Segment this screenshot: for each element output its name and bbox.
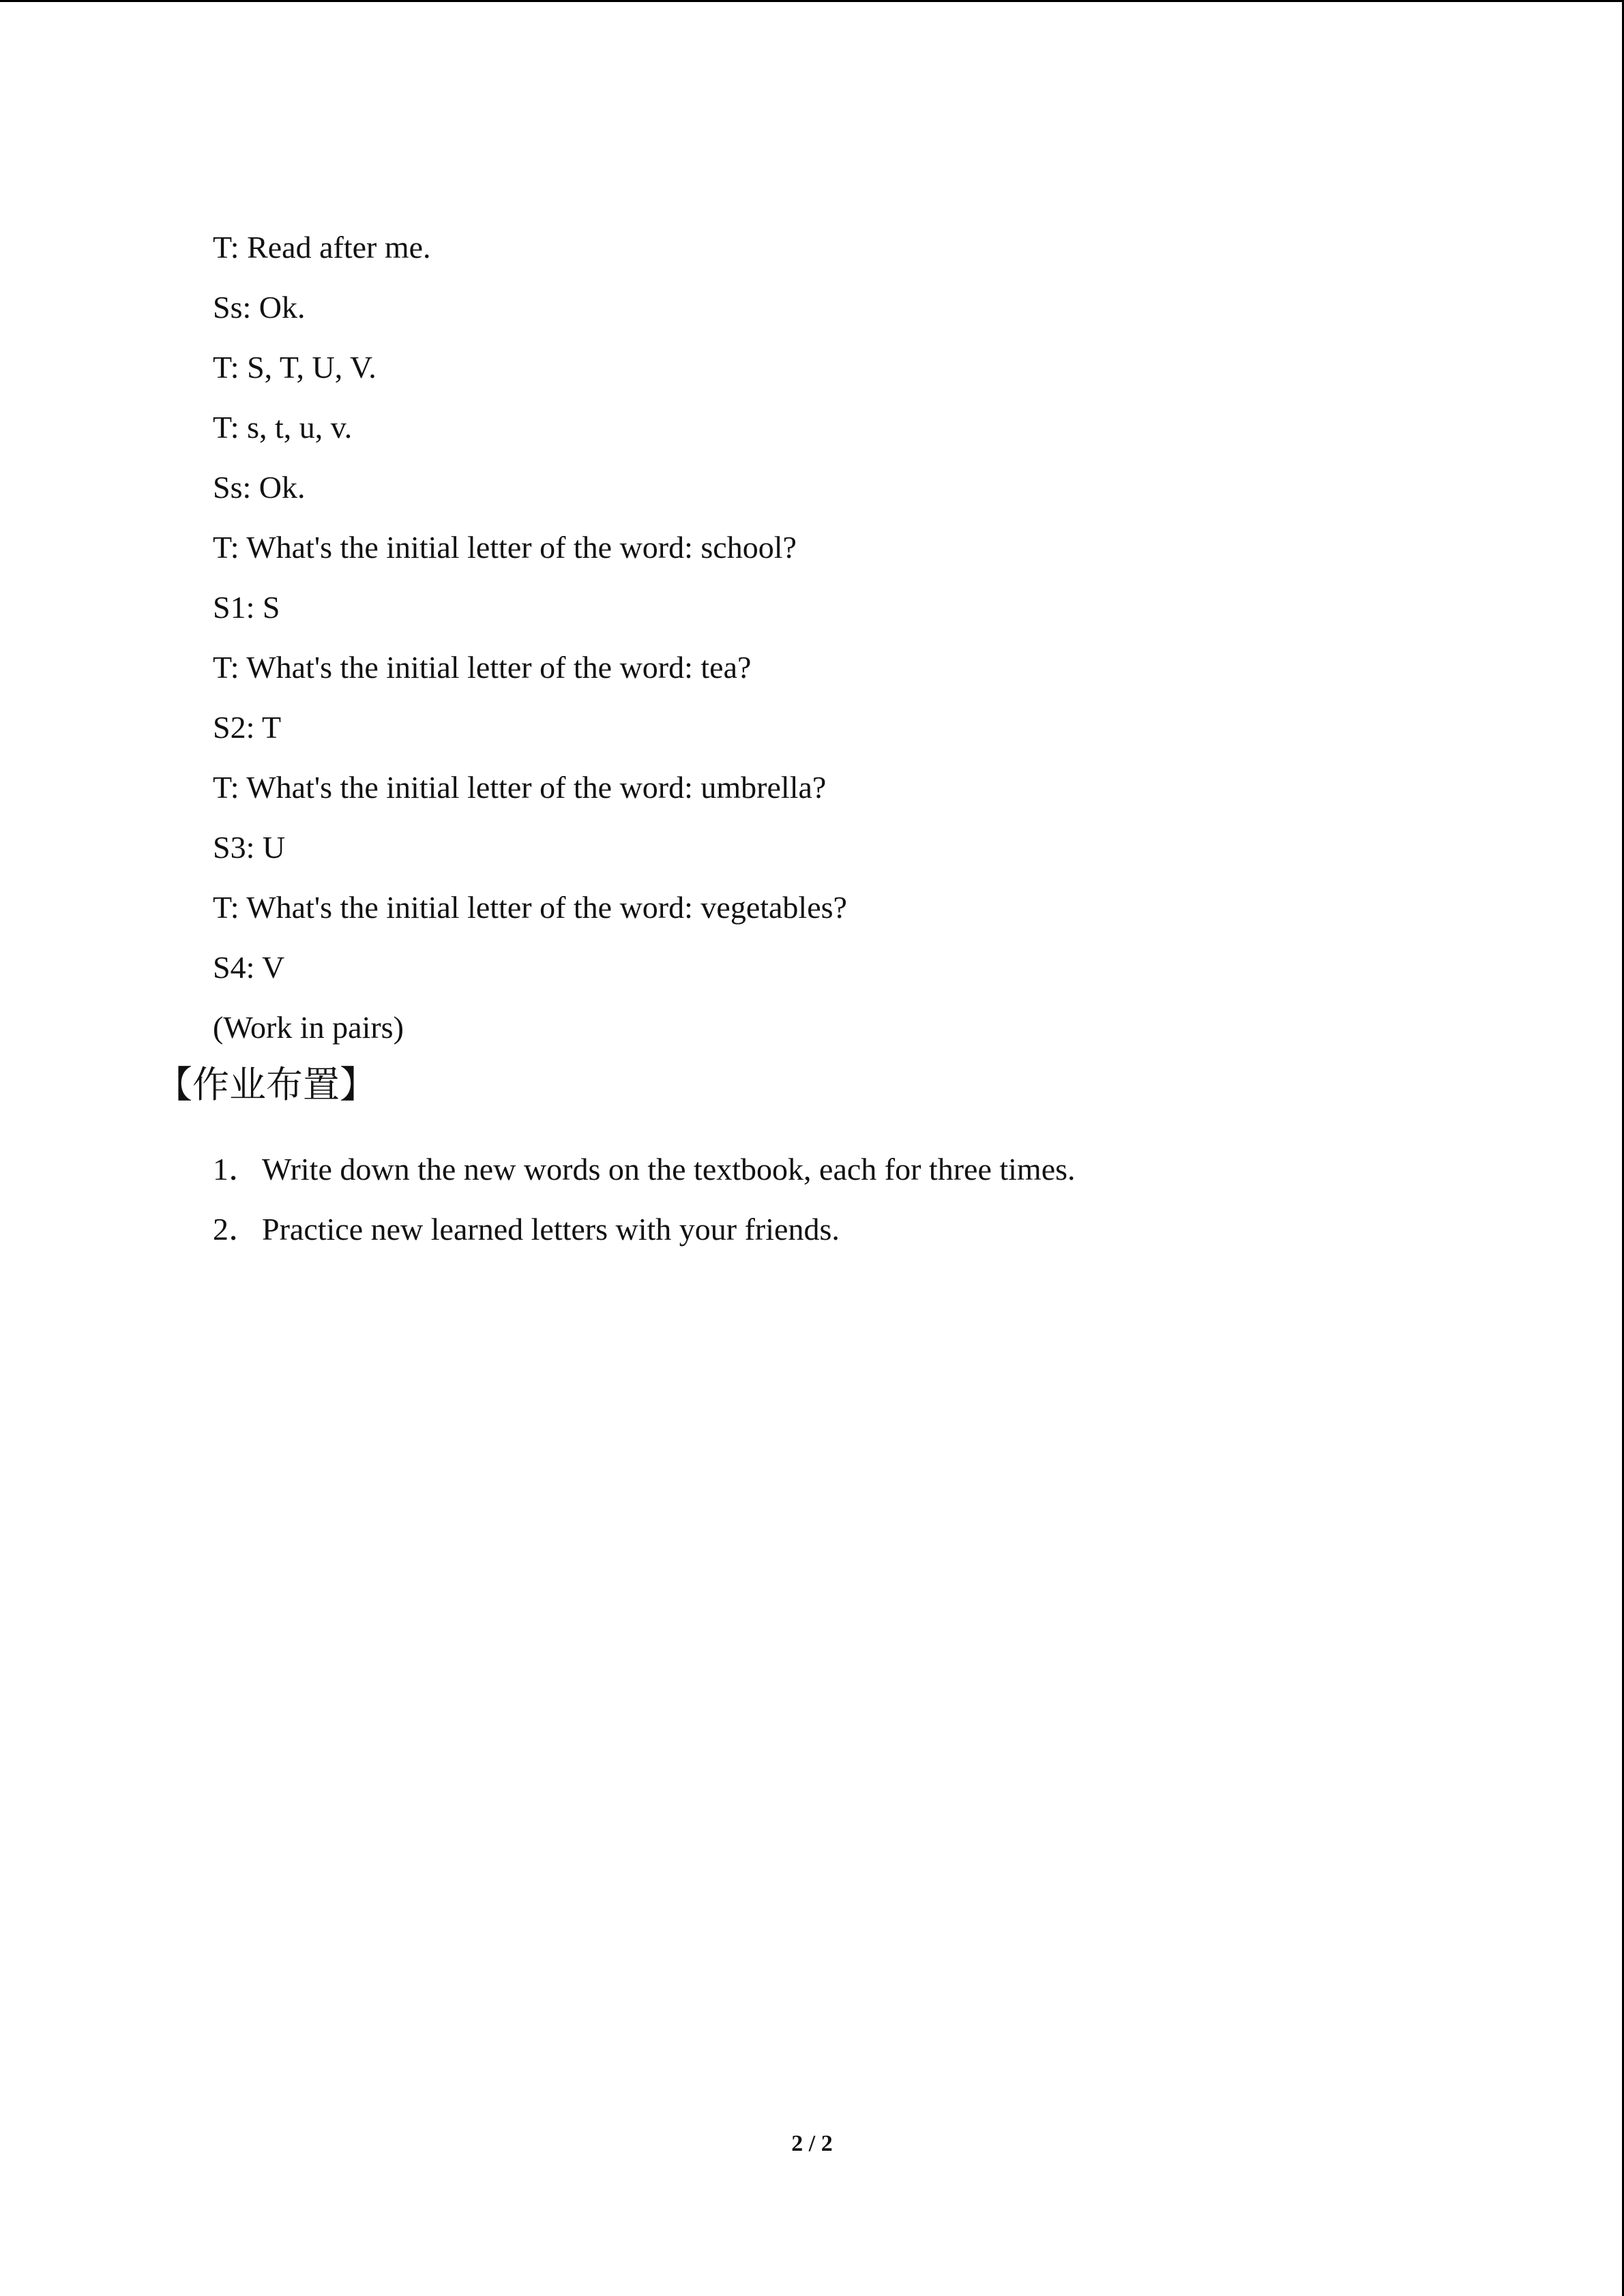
dialogue-line: S4: V — [213, 950, 285, 985]
dialogue-line: T: What's the initial letter of the word: umbrella? — [213, 770, 827, 805]
homework-item-text: Write down the new words on the textbook, each for three times. — [262, 1152, 1076, 1187]
dialogue-line: Ss: Ok. — [213, 470, 306, 505]
dialogue-line: S1: S — [213, 590, 280, 625]
dialogue-line: S3: U — [213, 830, 286, 865]
dialogue-line: S2: T — [213, 710, 282, 745]
dialogue-line: T: Read after me. — [213, 230, 431, 265]
homework-item-text: Practice new learned letters with your friends. — [262, 1212, 840, 1247]
dialogue-line: T: What's the initial letter of the word: vegetables? — [213, 890, 847, 925]
page-number: 2 / 2 — [791, 2131, 833, 2156]
dialogue-line: T: s, t, u, v. — [213, 410, 353, 445]
homework-item — [213, 1139, 1509, 1199]
homework-list — [213, 1139, 1509, 1259]
dialogue-line: T: What's the initial letter of the word: school? — [213, 530, 797, 565]
dialogue-section — [213, 218, 1509, 1058]
homework-item-number: 2． — [213, 1212, 260, 1247]
dialogue-line: T: What's the initial letter of the word: tea? — [213, 650, 752, 685]
dialogue-line: (Work in pairs) — [213, 1010, 404, 1045]
homework-item — [213, 1199, 1509, 1259]
homework-item-number: 1． — [213, 1152, 260, 1187]
homework-heading: 【作业布置】 — [156, 1063, 377, 1106]
dialogue-line: T: S, T, U, V. — [213, 350, 377, 385]
dialogue-line: Ss: Ok. — [213, 290, 306, 325]
